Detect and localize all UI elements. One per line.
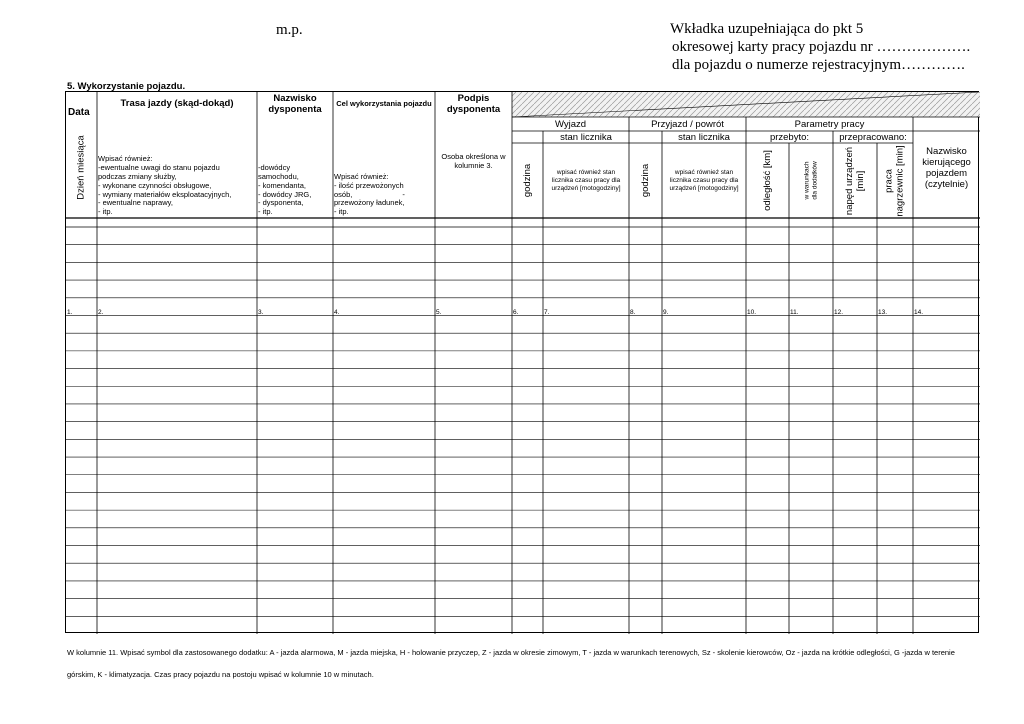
header-departure: Wyjazd [554, 118, 587, 130]
header-meter-state-1: stan licznika [560, 131, 612, 143]
header-purpose: Cel wykorzystania pojazdu [336, 99, 432, 109]
column-number: 1. [67, 309, 73, 316]
column-number: 11. [790, 309, 799, 316]
subheader-counter-note-1: wpisać również stan licznika czasu pracy dla urządzeń [motogodziny] [551, 168, 621, 192]
header-driver-name: Nazwisko kierującego pojazdem (czytelnie) [922, 145, 971, 190]
column-number: 6. [513, 309, 519, 316]
header-worked: przepracowano: [839, 131, 907, 143]
header-arrival: Przyjazd / powrót [651, 118, 724, 130]
column-number: 12. [834, 309, 844, 316]
subheader-purpose-note: Wpisać również: - ilość przewożonych osób, - przewożony ładunek, - itp. [334, 172, 405, 217]
subheader-hour-1: godzina [522, 163, 533, 198]
header-data: Data [68, 106, 90, 118]
usage-table [65, 91, 979, 633]
subheader-conditions: w warunkach dla dodatków [803, 161, 818, 200]
column-number: 4. [334, 309, 340, 316]
subheader-device-drive: napęd urządzeń [min] [844, 146, 867, 215]
subheader-dispatcher-note: -dowódcy samochodu, - komendanta, - dowódcy JRG, - dysponenta, - itp. [258, 163, 312, 217]
column-number: 8. [630, 309, 636, 316]
column-number: 2. [98, 309, 104, 316]
header-dispatcher-signature: Podpis dysponenta [446, 93, 501, 115]
subheader-day-of-month: Dzień miesiąca [76, 135, 88, 200]
insert-title-line-3: dla pojazdu o numerze rejestracyjnym…………. [672, 57, 965, 73]
header-route: Trasa jazdy (skąd-dokąd) [120, 98, 234, 110]
header-dispatcher-name: Nazwisko dysponenta [268, 93, 322, 115]
stamp-label: m.p. [276, 22, 303, 38]
footnote: W kolumnie 11. Wpisać symbol dla zastosowanego dodatku: A - jazda alarmowa, M - jazda miejska, H - holowanie przyczep, Z - jazda w okresie zimowym, T - jazda w warunkach terenowych, Sz - skolenie kierowców, Oz - jazda na krótkie odległości, G -jazda w terenie górskim, K - klimatyzacja. Czas pracy pojazdu na postoju wpisać w kolumnie 10 w minutach. [67, 648, 955, 679]
insert-title-line-2: okresowej karty pracy pojazdu nr ………………. [672, 39, 971, 55]
header-work-params: Parametry pracy [794, 118, 865, 130]
subheader-hour-2: godzina [640, 163, 651, 198]
header-travelled: przebyto: [769, 131, 810, 143]
subheader-heater-work: praca nagrzewnic [min] [884, 144, 906, 217]
subheader-counter-note-2: wpisać również stan licznika czasu pracy dla urządzeń [motogodziny] [669, 168, 739, 192]
section-title: 5. Wykorzystanie pojazdu. [67, 81, 186, 92]
subheader-distance: odległość [km] [762, 150, 774, 211]
subheader-route-note: Wpisać również: -ewentualne uwagi do stanu pojazdu podczas zmiany służby, - wykonane czynności obsługowe, - wymiany materiałów eksploatacyjnych, - ewentualne naprawy, - itp. [98, 154, 232, 217]
column-number: 9. [663, 309, 669, 316]
column-number: 3. [258, 309, 264, 316]
column-number: 13. [878, 309, 888, 316]
column-number: 14. [914, 309, 924, 316]
insert-title-line-1: Wkładka uzupełniająca do pkt 5 [670, 21, 864, 37]
column-number: 10. [747, 309, 757, 316]
column-number: 7. [544, 309, 550, 316]
insert-title [670, 20, 970, 74]
subheader-signature-note: Osoba określona w kolumnie 3. [441, 151, 506, 170]
header-meter-state-2: stan licznika [678, 131, 730, 143]
column-number: 5. [436, 309, 442, 316]
